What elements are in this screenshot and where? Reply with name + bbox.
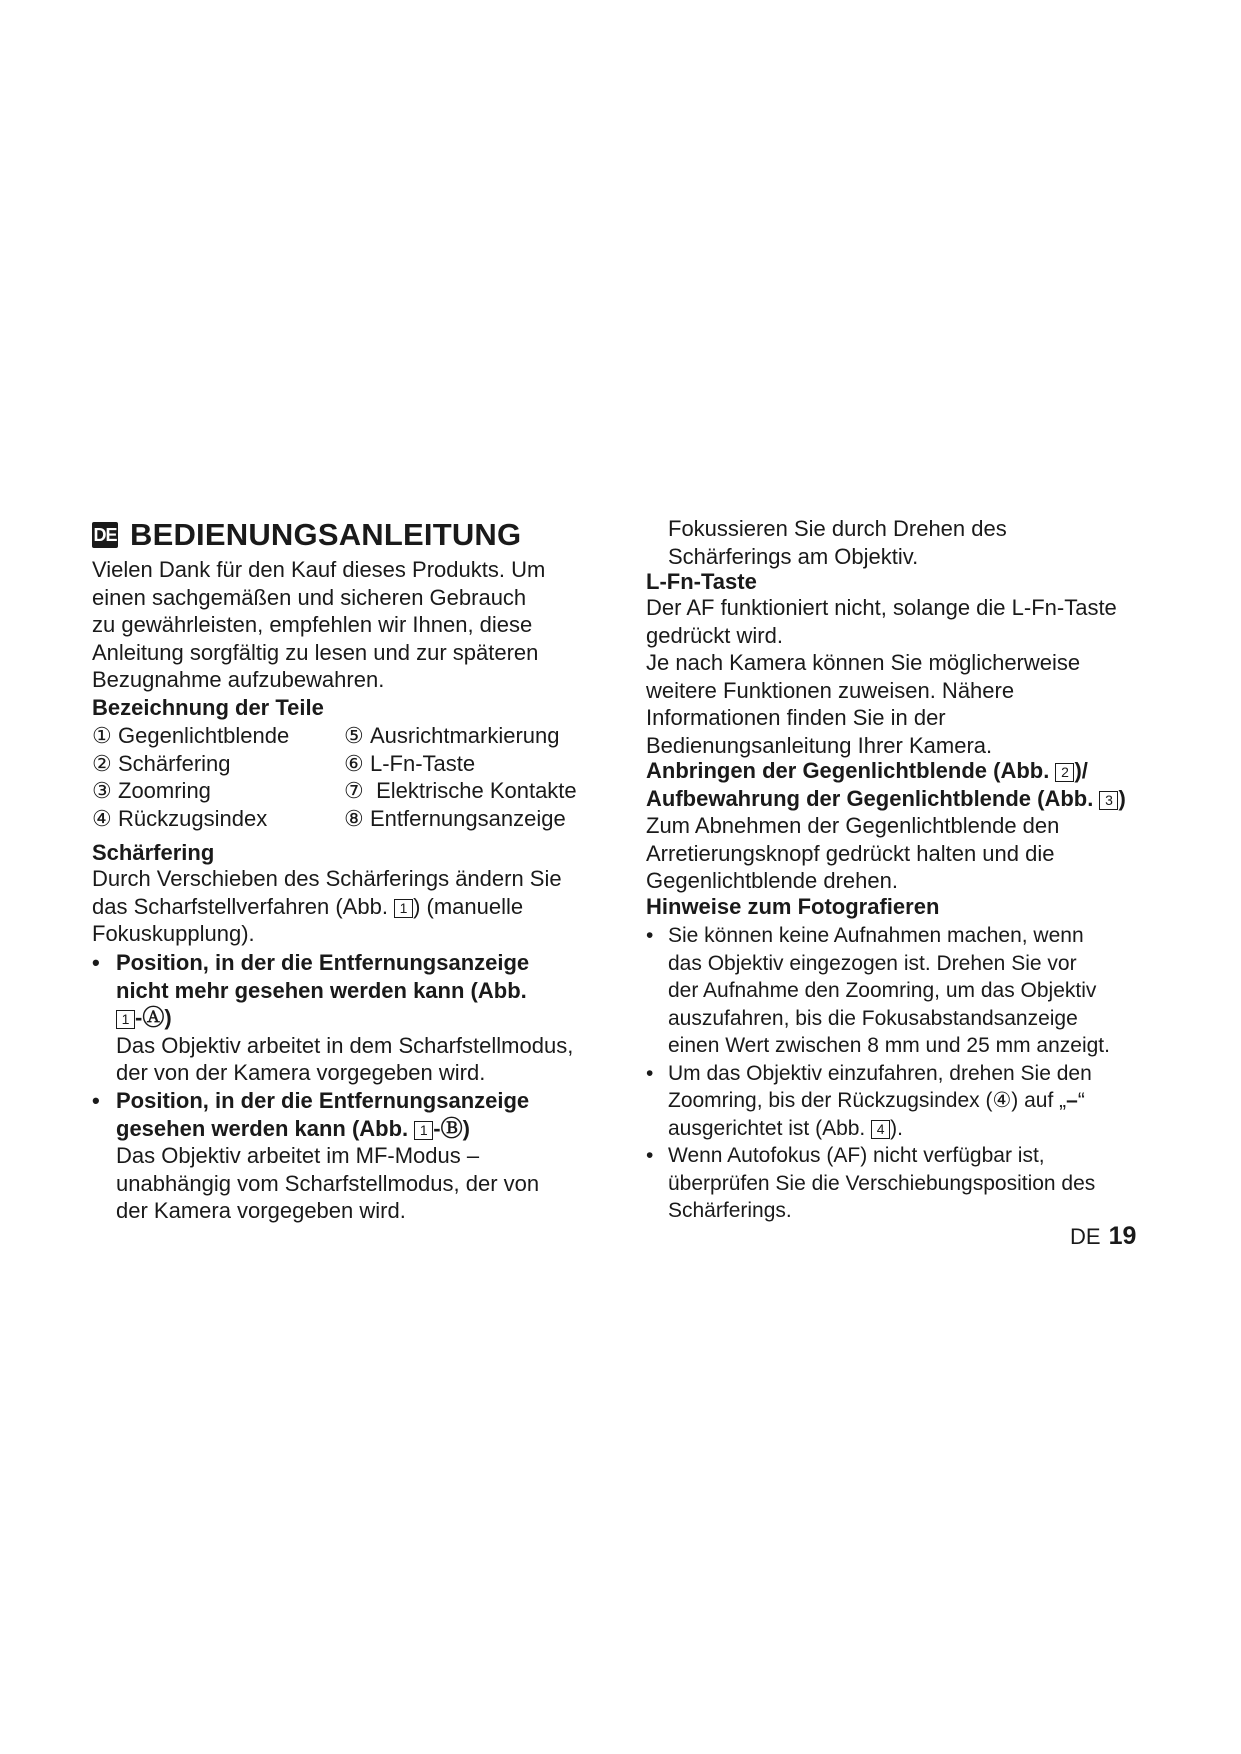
part-number: ⑧ [344, 805, 364, 831]
text-line: Zum Abnehmen der Gegenlichtblende den [646, 813, 1060, 838]
part-label: Entfernungsanzeige [370, 805, 566, 831]
bullet-dot: • [646, 1144, 654, 1167]
text-line: Arretierungsknopf gedrückt halten und die [646, 840, 1055, 866]
figure-ref-box: 1 [394, 899, 413, 918]
circled-number: ④ [992, 1089, 1012, 1112]
bullet-text-line: unabhängig vom Scharfstellmodus, der von [116, 1170, 540, 1196]
text-fragment: gesehen werden kann (Abb. [116, 1115, 409, 1141]
part-number: ① [92, 723, 112, 748]
part-item [92, 750, 344, 778]
part-label: Zoomring [118, 778, 211, 803]
bullet-text-line: Das Objektiv arbeitet in dem Scharfstellmodus, [116, 1032, 574, 1058]
text-fragment: ) auf „ [1011, 1089, 1067, 1112]
tip-item [646, 922, 1166, 1060]
text-fragment: ). [890, 1116, 903, 1140]
bullet-item [92, 949, 612, 1087]
text-fragment: Aufbewahrung der Gegenlichtblende (Abb. [646, 785, 1094, 811]
tip-line: auszufahren, bis die Fokusabstandsanzeige [668, 1006, 1078, 1030]
bullet-dot: • [646, 1061, 654, 1085]
tip-item [646, 1142, 1166, 1225]
parts-row [92, 722, 612, 750]
tip-line: einen Wert zwischen 8 mm und 25 mm anzeigt. [668, 1034, 1110, 1057]
part-item [344, 777, 612, 805]
text-line: Fokuskupplung). [92, 921, 255, 946]
bullet-heading-line: nicht mehr gesehen werden kann (Abb. [116, 977, 527, 1003]
intro-line: Vielen Dank für den Kauf dieses Produkts. Um [92, 557, 546, 582]
bullet-heading-line [116, 1004, 612, 1032]
text-line: weitere Funktionen zuweisen. Nähere [646, 677, 1015, 703]
part-number: ⑤ [344, 723, 364, 748]
tip-line: Schärferings. [668, 1199, 792, 1222]
part-item [92, 777, 344, 805]
part-number: ⑦ [344, 778, 364, 803]
figure-ref-box: 3 [1099, 791, 1118, 810]
part-number: ③ [92, 778, 112, 803]
part-label: Ausrichtmarkierung [370, 723, 560, 748]
figure-ref-box: 1 [116, 1010, 135, 1029]
hood-heading [646, 757, 1186, 812]
bullet-text-line: der von der Kamera vorgegeben wird. [116, 1060, 486, 1085]
footer-language: DE [1070, 1224, 1101, 1249]
part-number: ② [92, 750, 112, 776]
part-item [92, 805, 344, 833]
figure-ref-suffix: -Ⓑ) [433, 1115, 470, 1141]
part-number: ⑥ [344, 750, 364, 776]
bullet-dot: • [92, 1088, 100, 1113]
intro-paragraph [92, 556, 612, 694]
figure-ref-box: 4 [871, 1120, 890, 1139]
part-item [344, 805, 612, 833]
page-number: 19 [1108, 1222, 1137, 1250]
part-label: Gegenlichtblende [118, 723, 290, 748]
tips-heading: Hinweise zum Fotografieren [646, 894, 940, 919]
text-fragment: “ [1077, 1089, 1085, 1112]
text-fragment: )/ [1074, 758, 1088, 783]
tip-line: Um das Objektiv einzufahren, drehen Sie den [668, 1061, 1092, 1085]
bullet-text-line: Das Objektiv arbeitet im MF-Modus – [116, 1143, 480, 1168]
part-item [344, 750, 612, 778]
tip-line [668, 1115, 1166, 1143]
bullet-heading-line: Position, in der die Entfernungsanzeige [116, 1088, 530, 1113]
bullet-heading-line: Position, in der die Entfernungsanzeige [116, 950, 530, 975]
text-line [92, 893, 612, 921]
text-line: Informationen finden Sie in der [646, 705, 946, 730]
bullet-dot: • [646, 924, 654, 947]
hood-heading-line [646, 757, 1186, 785]
text-line: Durch Verschieben des Schärferings ändern Sie [92, 866, 562, 891]
parts-row [92, 777, 612, 805]
part-label: Schärfering [118, 750, 231, 776]
text-fragment: ausgerichtet ist (Abb. [668, 1116, 866, 1140]
text-line: Bedienungsanleitung Ihrer Kamera. [646, 732, 993, 758]
tip-line: Wenn Autofokus (AF) nicht verfügbar ist, [668, 1144, 1045, 1167]
part-label: Rückzugsindex [118, 805, 268, 831]
text-fragment: ) [1118, 785, 1126, 811]
intro-line: Bezugnahme aufzubewahren. [92, 667, 385, 692]
tip-line: überprüfen Sie die Verschiebungsposition des [668, 1171, 1096, 1195]
hood-heading-line [646, 785, 1186, 813]
parts-row [92, 750, 612, 778]
part-label: Elektrische Kontakte [370, 778, 577, 803]
text-fragment: ) (manuelle [413, 893, 524, 919]
title-text: BEDIENUNGSANLEITUNG [130, 517, 522, 552]
text-fragment: das Scharfstellverfahren (Abb. [92, 893, 388, 919]
tip-line: der Aufnahme den Zoomring, um das Objektiv [668, 979, 1097, 1002]
lfn-paragraph [646, 594, 1166, 759]
tips-list [646, 922, 1166, 1225]
parts-heading: Bezeichnung der Teile [92, 695, 324, 720]
part-number: ④ [92, 805, 112, 831]
continued-paragraph [668, 515, 1166, 570]
bullet-item [92, 1087, 612, 1225]
tip-line: Sie können keine Aufnahmen machen, wenn [668, 924, 1084, 947]
intro-line: einen sachgemäßen und sicheren Gebrauch [92, 584, 527, 610]
schaerfering-heading: Schärfering [92, 840, 215, 865]
bullet-heading-line [116, 1115, 612, 1143]
hood-paragraph [646, 812, 1166, 895]
parts-row [92, 805, 612, 833]
parts-list [92, 722, 612, 832]
tip-line: das Objektiv eingezogen ist. Drehen Sie vor [668, 951, 1077, 975]
page-title [92, 515, 521, 555]
tip-line [668, 1087, 1166, 1115]
part-label: L-Fn-Taste [370, 750, 476, 776]
text-line: Je nach Kamera können Sie möglicherweise [646, 650, 1081, 675]
lfn-heading: L-Fn-Taste [646, 569, 757, 594]
tip-item [646, 1060, 1166, 1143]
part-item [92, 722, 344, 750]
language-badge: DE [92, 522, 118, 548]
bullet-dot: • [92, 950, 100, 975]
text-line: Der AF funktioniert nicht, solange die L-Fn-Taste [646, 595, 1117, 620]
figure-ref-box: 2 [1055, 763, 1074, 782]
schaerfering-paragraph [92, 865, 612, 948]
text-line: Fokussieren Sie durch Drehen des [668, 516, 1007, 541]
retract-dash-symbol: – [1066, 1089, 1078, 1112]
page-footer [1070, 1222, 1136, 1251]
text-line: gedrückt wird. [646, 622, 783, 648]
text-fragment: Anbringen der Gegenlichtblende (Abb. [646, 758, 1050, 783]
intro-line: Anleitung sorgfältig zu lesen und zur späteren [92, 639, 539, 665]
figure-ref-box: 1 [414, 1121, 433, 1140]
intro-line: zu gewährleisten, empfehlen wir Ihnen, diese [92, 612, 533, 637]
bullet-text-line: der Kamera vorgegeben wird. [116, 1198, 406, 1223]
part-item [344, 722, 612, 750]
text-fragment: Zoomring, bis der Rückzugsindex ( [668, 1089, 993, 1112]
text-line: Gegenlichtblende drehen. [646, 868, 898, 893]
text-line: Schärferings am Objektiv. [668, 543, 919, 569]
figure-ref-suffix: -Ⓐ) [135, 1005, 172, 1030]
